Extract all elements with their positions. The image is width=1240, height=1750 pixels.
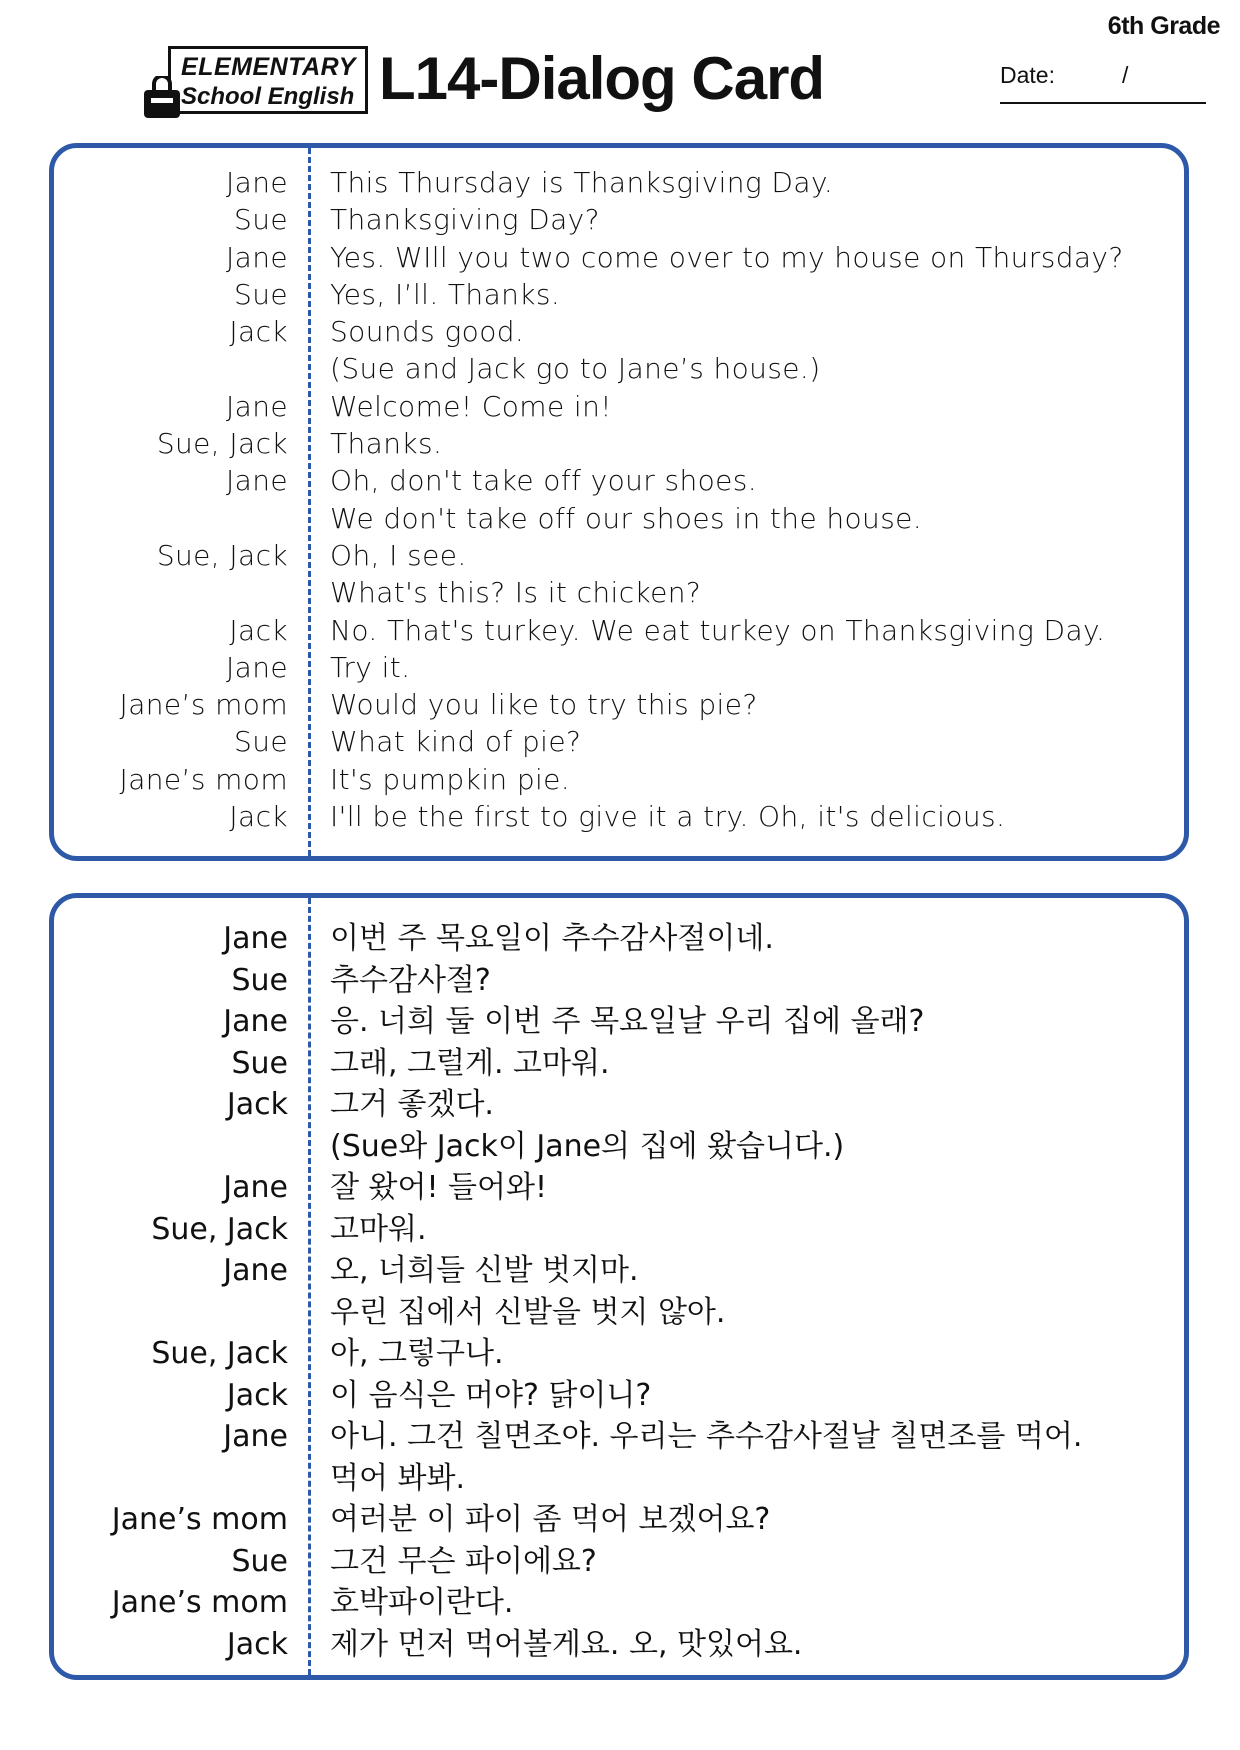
dialog-text: 이 음식은 머야? 닭이니? bbox=[330, 1377, 652, 1413]
dialog-text: No. That's turkey. We eat turkey on Thanksgiving Day. bbox=[330, 613, 1106, 647]
speaker-name: Jane bbox=[223, 1004, 288, 1039]
dialog-line bbox=[54, 1084, 1184, 1126]
speaker-name: Jane bbox=[223, 921, 288, 956]
dialog-text: 응. 너희 둘 이번 주 목요일날 우리 집에 올래? bbox=[330, 1004, 925, 1039]
dialog-text: It's pumpkin pie. bbox=[330, 762, 571, 796]
dialog-line bbox=[54, 1541, 1184, 1583]
dialog-text: (Sue and Jack go to Jane’s house.) bbox=[330, 352, 821, 386]
dialog-line bbox=[54, 1292, 1184, 1334]
speaker-name: Jack bbox=[229, 613, 288, 647]
speaker-name: Sue bbox=[231, 962, 288, 998]
speaker-name: Sue bbox=[234, 277, 288, 311]
dialog-text: We don't take off our shoes in the house. bbox=[330, 501, 923, 535]
dialog-text: Yes, I’ll. Thanks. bbox=[330, 277, 561, 311]
dialog-text: 우린 집에서 신발을 벗지 않아. bbox=[330, 1294, 726, 1330]
dialog-line bbox=[54, 313, 1184, 350]
dialog-line bbox=[54, 388, 1184, 425]
dialog-text: (Sue와 Jack이 Jane의 집에 왔습니다.) bbox=[330, 1128, 845, 1164]
dialog-text: 이번 주 목요일이 추수감사절이네. bbox=[330, 921, 774, 956]
dialog-text: 추수감사절? bbox=[330, 962, 491, 998]
speaker-name: Jack bbox=[229, 315, 288, 349]
dialog-line bbox=[54, 201, 1184, 238]
dialog-line bbox=[54, 1499, 1184, 1541]
dialog-line bbox=[54, 1250, 1184, 1292]
dialog-text: Try it. bbox=[330, 650, 411, 684]
dialog-line bbox=[54, 649, 1184, 686]
korean-dialog-lines bbox=[54, 918, 1184, 1665]
speaker-name: Jane’s mom bbox=[111, 1585, 288, 1620]
dialog-text: Thanks. bbox=[330, 427, 443, 461]
dialog-text: 여러분 이 파이 좀 먹어 보겠어요? bbox=[330, 1502, 771, 1537]
dialog-line bbox=[54, 574, 1184, 611]
dialog-text: Oh, I see. bbox=[330, 538, 467, 572]
dialog-line bbox=[54, 1126, 1184, 1168]
speaker-name: Jane bbox=[226, 464, 288, 498]
dialog-line bbox=[54, 761, 1184, 798]
dialog-line bbox=[54, 425, 1184, 462]
speaker-name: Sue, Jack bbox=[156, 538, 288, 572]
dialog-text: Oh, don't take off your shoes. bbox=[330, 464, 758, 498]
logo-line2: School English bbox=[181, 83, 355, 110]
date-separator: / bbox=[1122, 62, 1129, 88]
dialog-line bbox=[54, 350, 1184, 387]
speaker-name: Jane bbox=[223, 1419, 288, 1454]
date-field bbox=[1000, 62, 1206, 104]
dialog-text: 오, 너희들 신발 벗지마. bbox=[330, 1253, 639, 1288]
dialog-text: 그건 무슨 파이에요? bbox=[330, 1543, 597, 1579]
speaker-name: Jane bbox=[223, 1170, 288, 1205]
dialog-line bbox=[54, 1375, 1184, 1417]
speaker-name: Sue, Jack bbox=[151, 1336, 288, 1371]
dialog-line bbox=[54, 1043, 1184, 1085]
dialog-text: 그래, 그럴게. 고마워. bbox=[330, 1045, 610, 1081]
dialog-line bbox=[54, 1167, 1184, 1209]
speaker-name: Jane’s mom bbox=[119, 762, 288, 796]
speaker-name: Jane’s mom bbox=[119, 688, 288, 722]
dialog-text: This Thursday is Thanksgiving Day. bbox=[330, 166, 834, 199]
speaker-name: Sue bbox=[234, 203, 288, 237]
dialog-line bbox=[54, 1416, 1184, 1458]
speaker-name: Jack bbox=[226, 1087, 288, 1122]
dialog-line bbox=[54, 239, 1184, 276]
grade-label: 6th Grade bbox=[1107, 12, 1220, 40]
dialog-text: Would you like to try this pie? bbox=[330, 688, 758, 722]
dialog-text: 먹어 봐봐. bbox=[330, 1460, 465, 1496]
dialog-line bbox=[54, 686, 1184, 723]
dialog-line bbox=[54, 960, 1184, 1002]
dialog-line bbox=[54, 500, 1184, 537]
logo-line1: ELEMENTARY bbox=[181, 53, 356, 81]
dialog-line bbox=[54, 1001, 1184, 1043]
dialog-line bbox=[54, 462, 1184, 499]
dialog-text: Sounds good. bbox=[330, 315, 525, 349]
dialog-text: 잘 왔어! 들어와! bbox=[330, 1170, 548, 1205]
speaker-name: Jane bbox=[226, 389, 288, 423]
dialog-line bbox=[54, 1458, 1184, 1500]
speaker-name: Sue, Jack bbox=[151, 1211, 288, 1247]
speaker-name: Sue bbox=[234, 725, 288, 759]
korean-dialog-card bbox=[49, 893, 1189, 1680]
dialog-text: I'll be the first to give it a try. Oh, it's delicious. bbox=[330, 800, 1006, 834]
page-title: L14-Dialog Card bbox=[379, 45, 825, 112]
dialog-line bbox=[54, 164, 1184, 201]
dialog-text: Welcome! Come in! bbox=[330, 389, 612, 423]
dialog-text: Yes. WIll you two come over to my house on Thursday? bbox=[330, 240, 1124, 274]
speaker-name: Jane bbox=[226, 166, 288, 199]
speaker-name: Jane bbox=[226, 650, 288, 684]
logo bbox=[140, 46, 380, 120]
dialog-text: What kind of pie? bbox=[330, 725, 582, 759]
dialog-line bbox=[54, 276, 1184, 313]
speaker-name: Sue bbox=[231, 1543, 288, 1579]
speaker-name: Sue, Jack bbox=[156, 427, 288, 461]
dialog-text: 호박파이란다. bbox=[330, 1585, 514, 1620]
dialog-line bbox=[54, 723, 1184, 760]
school-bag-icon bbox=[140, 76, 184, 120]
speaker-name: Jane bbox=[226, 240, 288, 274]
logo-box bbox=[168, 46, 368, 114]
dialog-line bbox=[54, 1209, 1184, 1251]
dialog-line bbox=[54, 1582, 1184, 1624]
dialog-text: 제가 먼저 먹어볼게요. 오, 맛있어요. bbox=[330, 1626, 803, 1662]
dialog-text: What's this? Is it chicken? bbox=[330, 576, 702, 610]
dialog-text: 아, 그렇구나. bbox=[330, 1336, 504, 1371]
english-dialog-card bbox=[49, 143, 1189, 861]
speaker-name: Jack bbox=[229, 800, 288, 834]
english-dialog-lines bbox=[54, 164, 1184, 835]
speaker-name: Jane bbox=[223, 1253, 288, 1288]
dialog-line bbox=[54, 798, 1184, 835]
speaker-name: Jack bbox=[226, 1377, 288, 1413]
date-label: Date: bbox=[1000, 62, 1055, 88]
speaker-name: Jack bbox=[226, 1626, 288, 1662]
dialog-text: 고마워. bbox=[330, 1211, 427, 1247]
dialog-text: Thanksgiving Day? bbox=[330, 203, 600, 237]
dialog-line bbox=[54, 612, 1184, 649]
dialog-text: 그거 좋겠다. bbox=[330, 1087, 494, 1122]
dialog-line bbox=[54, 537, 1184, 574]
dialog-line bbox=[54, 918, 1184, 960]
speaker-name: Sue bbox=[231, 1045, 288, 1081]
dialog-text: 아니. 그건 칠면조야. 우리는 추수감사절날 칠면조를 먹어. bbox=[330, 1419, 1083, 1454]
dialog-line bbox=[54, 1624, 1184, 1666]
dialog-line bbox=[54, 1333, 1184, 1375]
speaker-name: Jane’s mom bbox=[111, 1502, 288, 1537]
